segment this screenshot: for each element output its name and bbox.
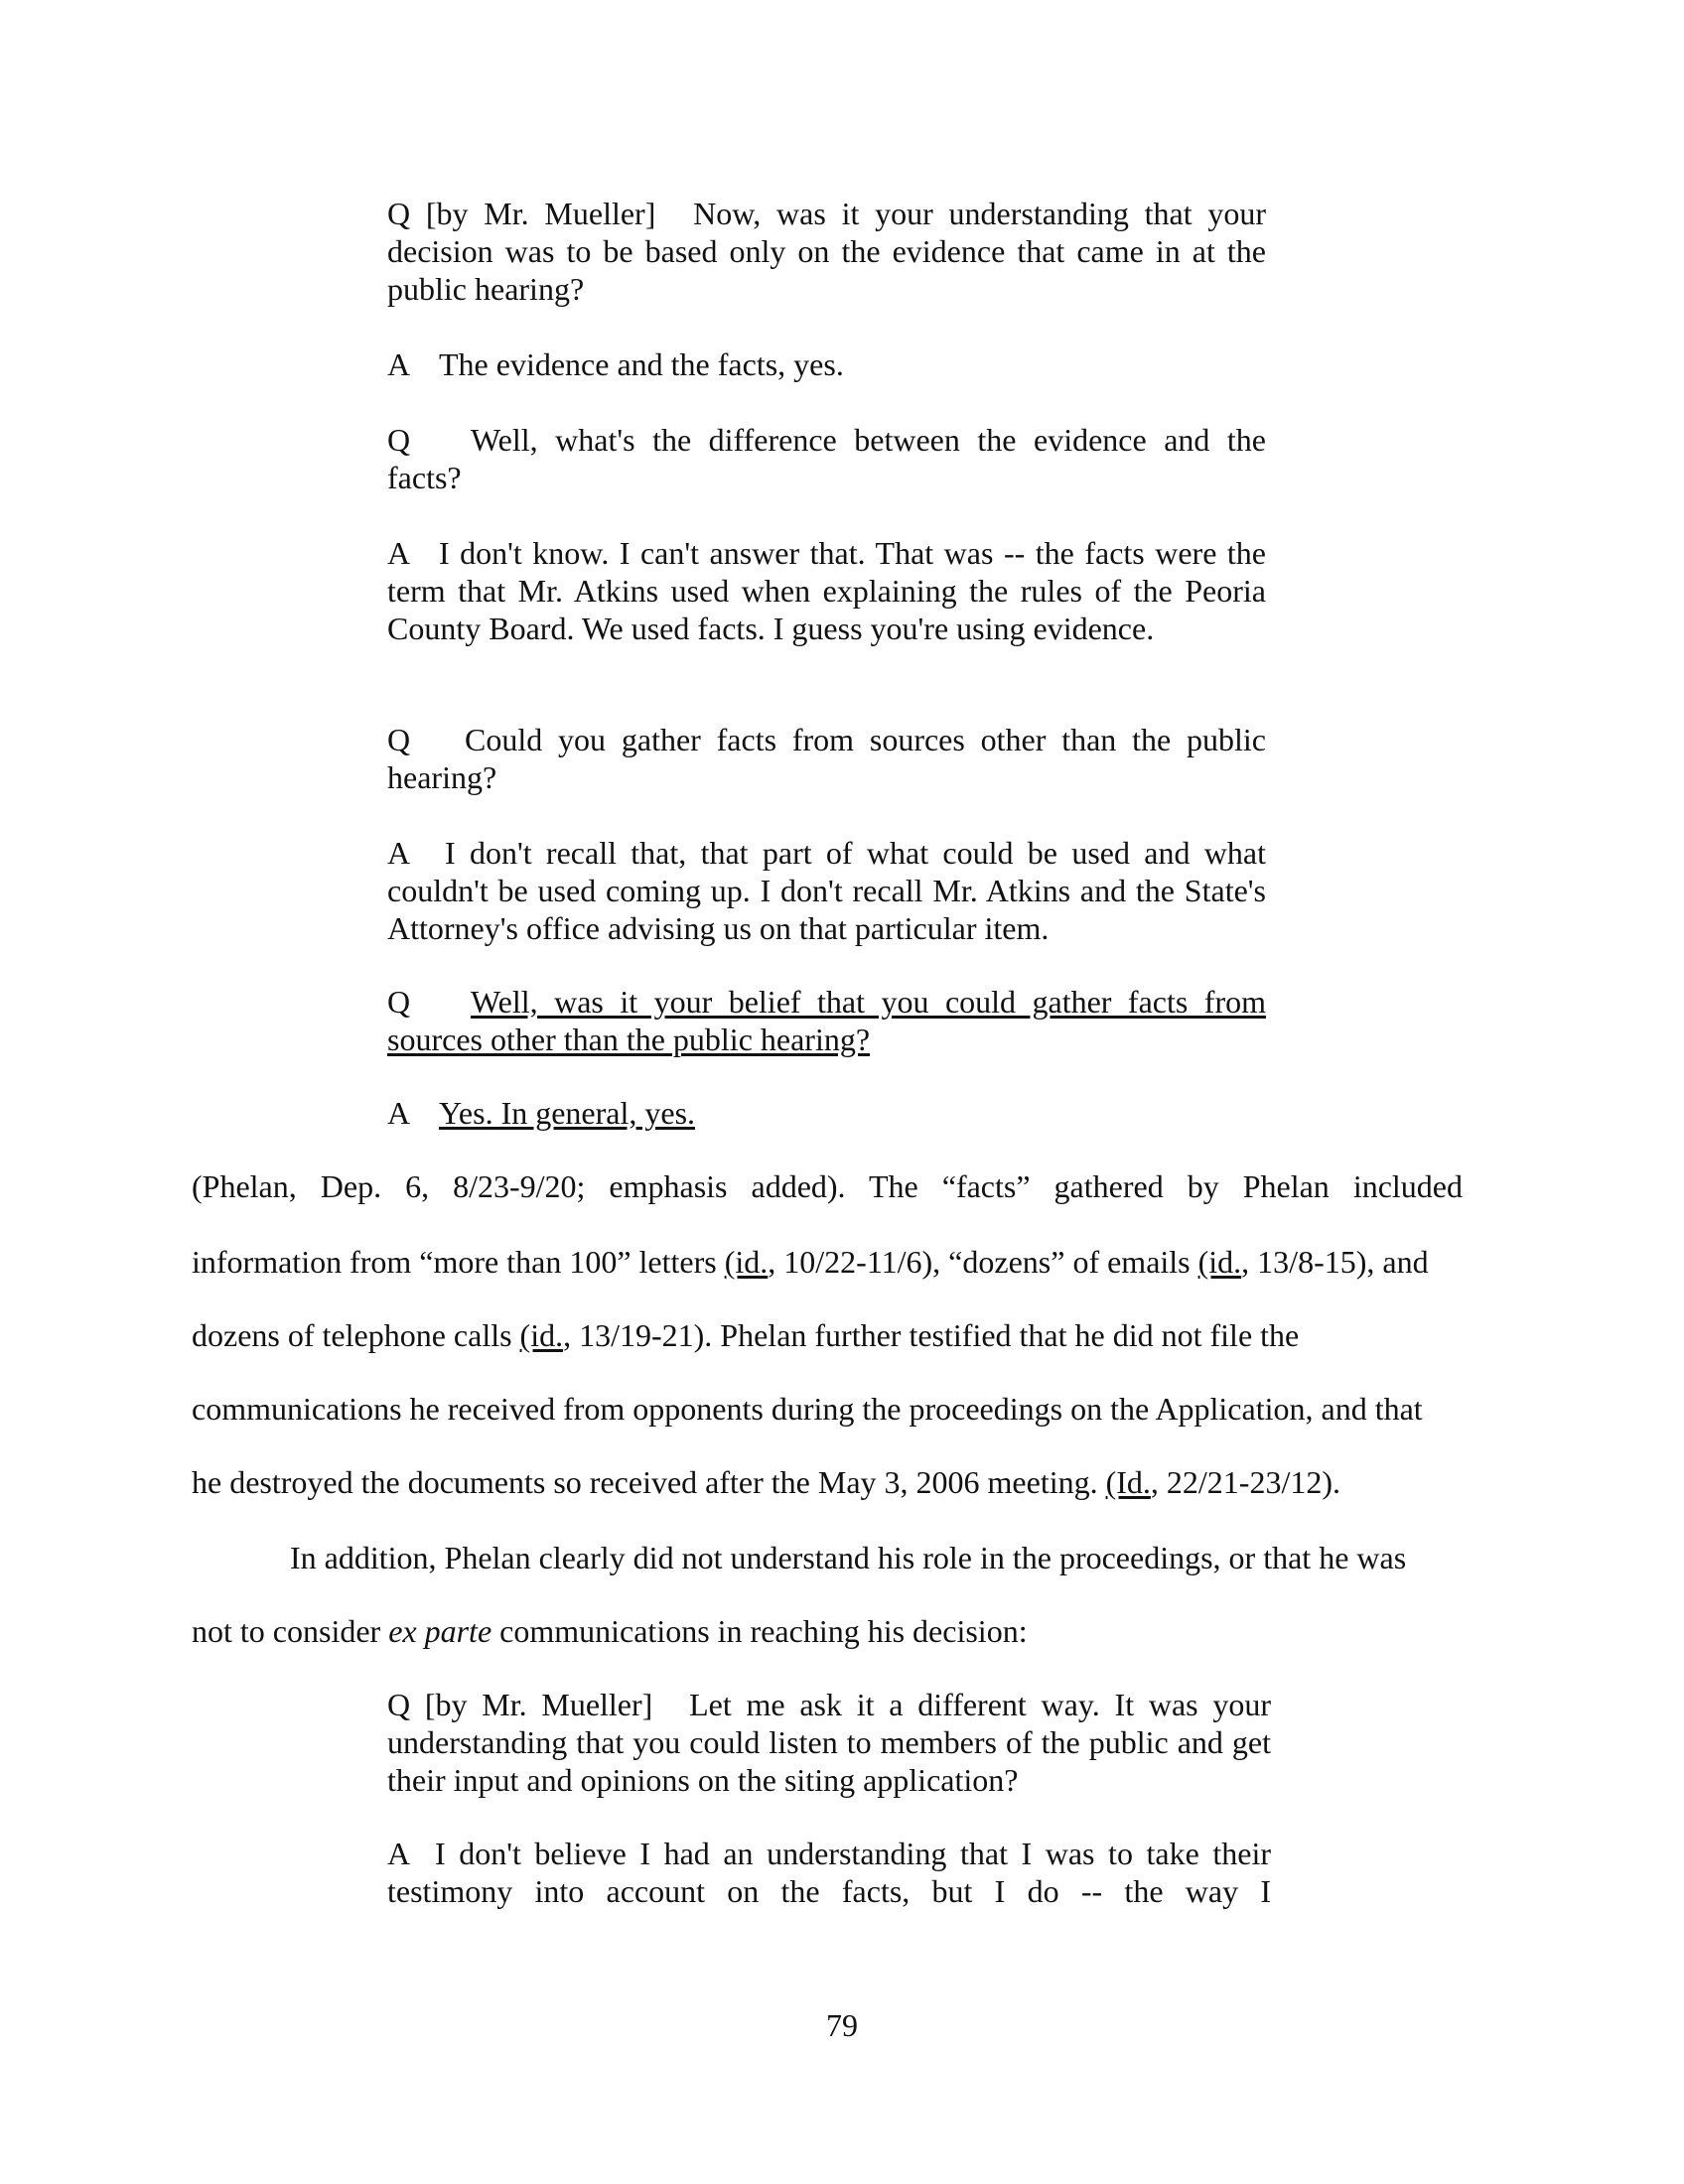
- answer-tag: A: [387, 835, 411, 871]
- answer-tag: A: [387, 535, 411, 571]
- question-text: Let me ask it a different way. It was your understanding that you could listen to members of the public and get their input and opinions on the siting application?: [387, 1687, 1272, 1798]
- answer-text: I don't recall that, that part of what could be used and what couldn't be used coming up. I don't recall Mr. Atkins and the State's Attorney's office advising us on that particular item.: [387, 835, 1266, 946]
- body-line: [192, 1167, 1463, 1205]
- question-tag: Q [by Mr. Mueller]: [387, 196, 656, 231]
- body-line: [192, 1612, 1463, 1650]
- body-text: In addition, Phelan clearly did not understand his role in the proceedings, or that he was: [290, 1540, 1407, 1575]
- body-line: [290, 1539, 1463, 1576]
- citation-id: (id.: [519, 1317, 564, 1353]
- body-text: , 22/21-23/12).: [1150, 1464, 1340, 1500]
- body-text: dozens of telephone calls: [192, 1317, 520, 1353]
- page-number: 79: [826, 2007, 858, 2043]
- citation-id: (id.: [724, 1244, 769, 1280]
- body-line: [192, 1316, 1463, 1354]
- question-text: Well, what's the difference between the evidence and the facts?: [387, 422, 1266, 495]
- body-text: he destroyed the documents so received after the May 3, 2006 meeting.: [192, 1464, 1106, 1500]
- body-line: [192, 1463, 1463, 1501]
- answer-text: I don't know. I can't answer that. That was -- the facts were the term that Mr. Atkins used when explaining the rules of the Peoria County Board. We used facts. I guess you're using evidence.: [387, 535, 1266, 646]
- citation-id: (Id.: [1105, 1464, 1151, 1500]
- body-text: communications he received from opponents during the proceedings on the Application, and that: [192, 1391, 1423, 1427]
- question-tag: Q: [387, 722, 411, 757]
- question-tag: Q: [387, 422, 411, 458]
- question-text: Could you gather facts from sources other than the public hearing?: [387, 722, 1266, 795]
- answer-text: The evidence and the facts, yes.: [439, 346, 844, 382]
- body-line: [192, 1243, 1463, 1281]
- answer-text: I don't believe I had an understanding that I was to take their testimony into account on the facts, but I do -- the way I: [387, 1836, 1271, 1909]
- body-text: , 13/19-21). Phelan further testified that he did not file the: [563, 1317, 1300, 1353]
- quote1-q4: [387, 983, 1266, 1058]
- quote2-q1: [387, 1686, 1271, 1799]
- question-tag: Q [by Mr. Mueller]: [387, 1687, 653, 1722]
- italic-term: ex parte: [388, 1613, 492, 1649]
- question-text: Now, was it your understanding that your decision was to be based only on the evidence that came in at the public hearing?: [387, 196, 1266, 307]
- quote1-a2: [387, 534, 1266, 647]
- body-text: , 13/8-15), and: [1241, 1244, 1429, 1280]
- question-tag: Q: [387, 984, 411, 1020]
- quote1-q1: [387, 195, 1266, 308]
- body-text: information from “more than 100” letters: [192, 1244, 725, 1280]
- quote1-q3: [387, 721, 1266, 796]
- answer-tag: A: [387, 1836, 411, 1871]
- question-text-emphasized: Well, was it your belief that you could gather facts from sources other than the public hearing?: [387, 984, 1266, 1057]
- quote1-a1: [387, 345, 1266, 383]
- quote1-a4: [387, 1094, 1266, 1132]
- answer-text-emphasized: Yes. In general, yes.: [439, 1095, 696, 1131]
- quote1-q2: [387, 421, 1266, 496]
- body-text: (Phelan, Dep. 6, 8/23-9/20; emphasis added). The “facts” gathered by Phelan included: [192, 1168, 1463, 1204]
- answer-tag: A: [387, 1095, 411, 1131]
- body-line: [192, 1390, 1463, 1428]
- body-text: , 10/22-11/6), “dozens” of emails: [768, 1244, 1198, 1280]
- citation-id: (id.: [1197, 1244, 1242, 1280]
- body-text: communications in reaching his decision:: [491, 1613, 1028, 1649]
- quote2-a1: [387, 1835, 1271, 1910]
- body-text: not to consider: [192, 1613, 389, 1649]
- quote1-a3: [387, 834, 1266, 947]
- answer-tag: A: [387, 346, 411, 382]
